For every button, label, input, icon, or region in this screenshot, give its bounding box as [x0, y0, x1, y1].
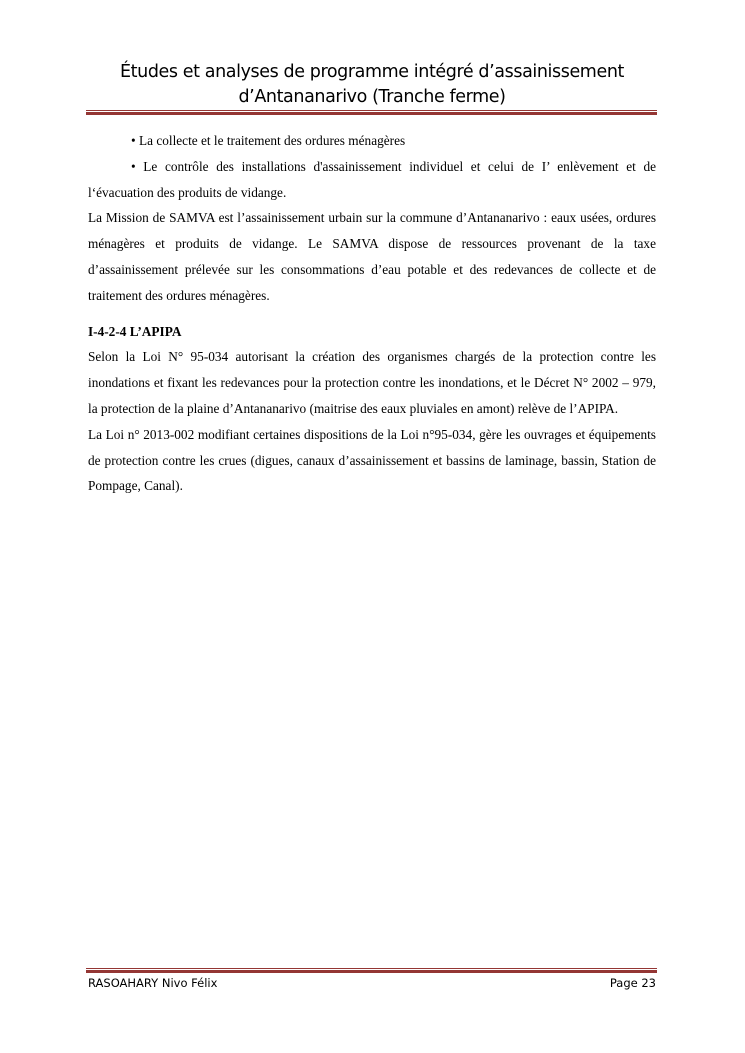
- footer-page-number: Page 23: [609, 976, 656, 990]
- bullet-item-collecte: • La collecte et le traitement des ordures ménagères: [131, 133, 406, 148]
- footer-rule-thin: [86, 968, 657, 969]
- footer-rule-thick: [86, 970, 657, 973]
- page-header: [88, 60, 656, 110]
- header-rule-thick: [86, 112, 657, 115]
- bullet-item-controle: • Le contrôle des installations d'assainissement individuel et celui de I’ enlèvement et de l‘évacuation des produits de vidange.: [88, 158, 656, 200]
- header-rule: [86, 110, 657, 115]
- footer-rule: [86, 968, 657, 973]
- paragraph-apipa-loi: Selon la Loi N° 95-034 autorisant la création des organismes chargés de la protection contre les inondations et fixant les redevances pour la protection contre les inondations, et le Décret N° 2002 – 979, la protection de la plaine d’Antananarivo (maitrise des eaux pluviales en amont) relève de l’APIPA.: [88, 349, 656, 416]
- footer-author: RASOAHARY Nivo Félix: [88, 976, 218, 990]
- header-title-line1: Études et analyses de programme intégré d’assainissement: [120, 62, 624, 82]
- section-title-apipa: I-4-2-4 L’APIPA: [88, 323, 182, 339]
- paragraph-apipa-ouvrages: La Loi n° 2013-002 modifiant certaines dispositions de la Loi n°95-034, gère les ouvrages et équipements de protection contre les crues (digues, canaux d’assainissement et bassins de laminage, bassin, Station de Pompage, Canal).: [88, 426, 656, 494]
- header-title-line2: d’Antananarivo (Tranche ferme): [238, 87, 506, 107]
- paragraph-samva: La Mission de SAMVA est l’assainissement urbain sur la commune d’Antananarivo : eaux usées, ordures ménagères et produits de vidange. Le SAMVA dispose de ressources provenant de la taxe d’assainissement prélevée sur les consommations d’eau potable et des redevances de collecte et de traitement des ordures ménagères.: [88, 210, 656, 303]
- document-body: [88, 128, 656, 499]
- header-rule-thin: [86, 110, 657, 111]
